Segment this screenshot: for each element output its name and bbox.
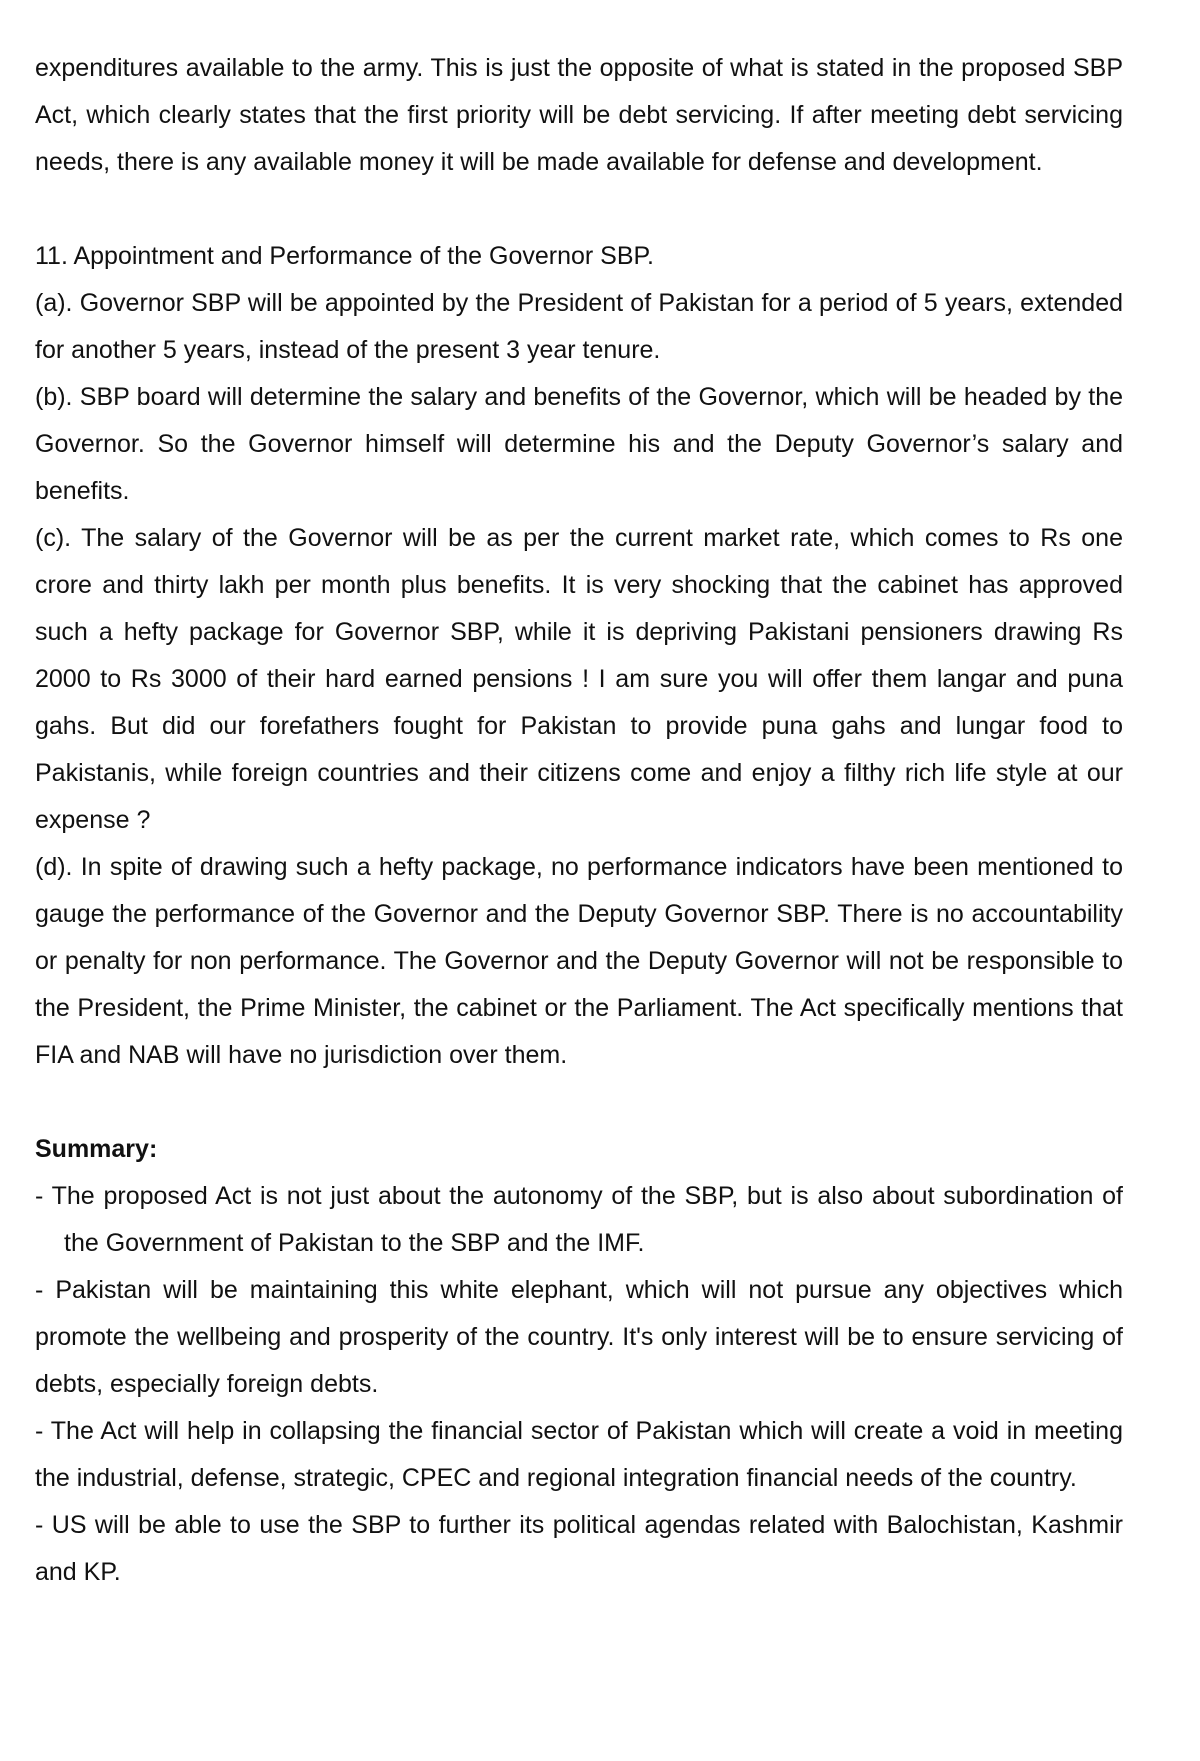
- intro-paragraph: expenditures available to the army. This is just the opposite of what is stated in the proposed SBP Act, which clearly states that the first priority will be debt servicing. If after meeting debt servicing needs, there is any available money it will be made available for defense and development.: [35, 54, 1123, 176]
- section-11-item-b: (b). SBP board will determine the salary and benefits of the Governor, which will be headed by the Governor. So the Governor himself will determine his and the Deputy Governor’s salary and benefits.: [35, 383, 1123, 505]
- summary-heading: Summary:: [35, 1135, 158, 1163]
- section-11-item-a: (a). Governor SBP will be appointed by the President of Pakistan for a period of 5 years, extended for another 5 years, instead of the present 3 year tenure.: [35, 289, 1123, 364]
- summary-point: - US will be able to use the SBP to further its political agendas related with Balochistan, Kashmir and KP.: [35, 1511, 1123, 1586]
- section-11-heading: 11. Appointment and Performance of the Governor SBP.: [35, 242, 654, 270]
- paragraph-gap: [35, 186, 1123, 233]
- summary-point: - The Act will help in collapsing the financial sector of Pakistan which will create a void in meeting the industrial, defense, strategic, CPEC and regional integration financial needs of the country.: [35, 1417, 1123, 1492]
- document-page: [35, 45, 1123, 1596]
- section-11-item-c: (c). The salary of the Governor will be as per the current market rate, which comes to Rs one crore and thirty lakh per month plus benefits. It is very shocking that the cabinet has approved such a hefty package for Governor SBP, while it is depriving Pakistani pensioners drawing Rs 2000 to Rs 3000 of their hard earned pensions ! I am sure you will offer them langar and puna gahs. But did our forefathers fought for Pakistan to provide puna gahs and lungar food to Pakistanis, while foreign countries and their citizens come and enjoy a filthy rich life style at our expense ?: [35, 524, 1123, 834]
- section-11-item-d: (d). In spite of drawing such a hefty package, no performance indicators have been mentioned to gauge the performance of the Governor and the Deputy Governor SBP. There is no accountability or penalty for non performance. The Governor and the Deputy Governor will not be responsible to the President, the Prime Minister, the cabinet or the Parliament. The Act specifically mentions that FIA and NAB will have no jurisdiction over them.: [35, 853, 1123, 1069]
- paragraph-gap: [35, 1079, 1123, 1126]
- summary-point: - Pakistan will be maintaining this white elephant, which will not pursue any objectives which promote the wellbeing and prosperity of the country. It's only interest will be to ensure servicing of debts, especially foreign debts.: [35, 1276, 1123, 1398]
- summary-point: - The proposed Act is not just about the autonomy of the SBP, but is also about subordination of the Government of Pakistan to the SBP and the IMF.: [35, 1182, 1123, 1257]
